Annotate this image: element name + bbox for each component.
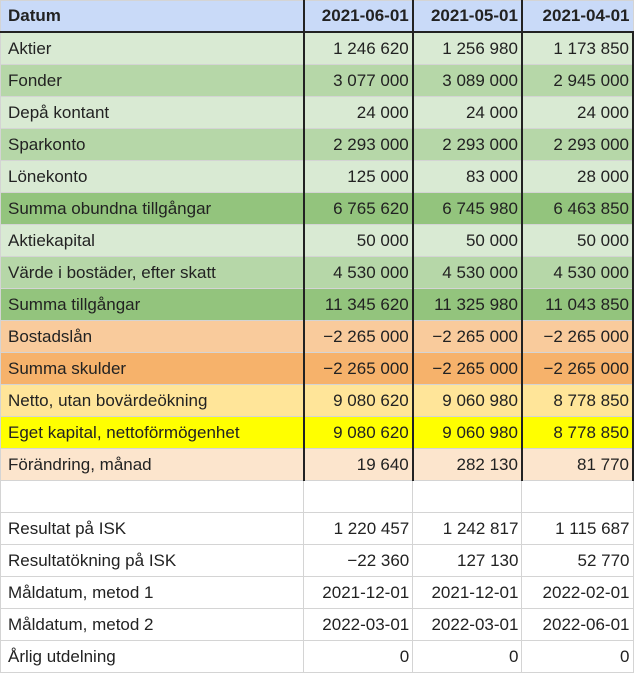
value-cell[interactable]: 6 463 850 (522, 193, 633, 225)
row-label-cell[interactable]: Värde i bostäder, efter skatt (1, 257, 304, 289)
row-label-cell[interactable]: Summa skulder (1, 353, 304, 385)
value-cell[interactable]: 2 293 000 (522, 129, 633, 161)
value-cell[interactable]: 1 256 980 (413, 32, 522, 65)
row-label-cell[interactable]: Måldatum, metod 2 (1, 609, 304, 641)
row-label-cell[interactable]: Eget kapital, nettoförmögenhet (1, 417, 304, 449)
row-label-cell[interactable]: Måldatum, metod 1 (1, 577, 304, 609)
value-cell[interactable]: 2022-03-01 (413, 609, 522, 641)
value-cell[interactable]: −2 265 000 (522, 321, 633, 353)
value-cell[interactable]: 2 293 000 (304, 129, 413, 161)
row-label-cell[interactable]: Aktiekapital (1, 225, 304, 257)
value-cell[interactable]: 4 530 000 (304, 257, 413, 289)
value-cell[interactable]: 282 130 (413, 449, 522, 481)
value-cell[interactable]: 11 325 980 (413, 289, 522, 321)
value-cell[interactable]: 4 530 000 (522, 257, 633, 289)
header-date-cell[interactable]: 2021-05-01 (413, 1, 522, 33)
row-label-cell[interactable]: Lönekonto (1, 161, 304, 193)
header-date-cell[interactable]: 2021-06-01 (304, 1, 413, 33)
value-cell[interactable]: 1 246 620 (304, 32, 413, 65)
table-row (1, 129, 634, 161)
value-cell[interactable]: 50 000 (304, 225, 413, 257)
value-cell[interactable]: 24 000 (304, 97, 413, 129)
value-cell[interactable]: −2 265 000 (304, 321, 413, 353)
header-row (1, 1, 634, 33)
table-row (1, 577, 634, 609)
value-cell[interactable]: 8 778 850 (522, 385, 633, 417)
value-cell[interactable]: 28 000 (522, 161, 633, 193)
value-cell[interactable]: 2 293 000 (413, 129, 522, 161)
value-cell[interactable]: 2022-02-01 (522, 577, 633, 609)
table-row (1, 32, 634, 65)
value-cell[interactable]: 2021-12-01 (304, 577, 413, 609)
table-row (1, 545, 634, 577)
value-cell[interactable]: 19 640 (304, 449, 413, 481)
value-cell[interactable]: −2 265 000 (304, 353, 413, 385)
row-label-cell[interactable]: Depå kontant (1, 97, 304, 129)
value-cell[interactable]: 52 770 (522, 545, 633, 577)
row-label-cell[interactable]: Sparkonto (1, 129, 304, 161)
value-cell[interactable]: 24 000 (522, 97, 633, 129)
value-cell[interactable]: 9 080 620 (304, 417, 413, 449)
value-cell[interactable]: 3 077 000 (304, 65, 413, 97)
value-cell[interactable]: 8 778 850 (522, 417, 633, 449)
value-cell[interactable]: 0 (304, 641, 413, 673)
table-row (1, 513, 634, 545)
value-cell[interactable]: 6 745 980 (413, 193, 522, 225)
value-cell[interactable]: 2022-06-01 (522, 609, 633, 641)
value-cell[interactable]: 2022-03-01 (304, 609, 413, 641)
value-cell[interactable] (304, 481, 413, 513)
value-cell[interactable]: 0 (413, 641, 522, 673)
table-row (1, 193, 634, 225)
value-cell[interactable]: 50 000 (413, 225, 522, 257)
row-label-cell[interactable]: Resultat på ISK (1, 513, 304, 545)
value-cell[interactable]: −2 265 000 (522, 353, 633, 385)
row-label-cell[interactable] (1, 481, 304, 513)
value-cell[interactable]: 9 060 980 (413, 417, 522, 449)
table-row (1, 353, 634, 385)
value-cell[interactable]: 0 (522, 641, 633, 673)
header-date-cell[interactable]: 2021-04-01 (522, 1, 633, 33)
value-cell[interactable]: 24 000 (413, 97, 522, 129)
value-cell[interactable]: 11 043 850 (522, 289, 633, 321)
header-label-cell[interactable]: Datum (1, 1, 304, 33)
value-cell[interactable]: −2 265 000 (413, 321, 522, 353)
table-row (1, 321, 634, 353)
value-cell[interactable]: 83 000 (413, 161, 522, 193)
row-label-cell[interactable]: Årlig utdelning (1, 641, 304, 673)
table-row (1, 449, 634, 481)
value-cell[interactable]: 2021-12-01 (413, 577, 522, 609)
value-cell[interactable]: 125 000 (304, 161, 413, 193)
row-label-cell[interactable]: Bostadslån (1, 321, 304, 353)
table-row (1, 65, 634, 97)
row-label-cell[interactable]: Summa obundna tillgångar (1, 193, 304, 225)
value-cell[interactable]: 1 115 687 (522, 513, 633, 545)
value-cell[interactable]: 6 765 620 (304, 193, 413, 225)
table-row (1, 417, 634, 449)
table-row (1, 641, 634, 673)
value-cell[interactable]: −2 265 000 (413, 353, 522, 385)
value-cell[interactable]: −22 360 (304, 545, 413, 577)
table-row (1, 385, 634, 417)
value-cell[interactable]: 4 530 000 (413, 257, 522, 289)
value-cell[interactable]: 1 242 817 (413, 513, 522, 545)
value-cell[interactable]: 127 130 (413, 545, 522, 577)
value-cell[interactable]: 2 945 000 (522, 65, 633, 97)
table-row (1, 257, 634, 289)
table-row (1, 97, 634, 129)
value-cell[interactable]: 50 000 (522, 225, 633, 257)
value-cell[interactable]: 1 173 850 (522, 32, 633, 65)
row-label-cell[interactable]: Resultatökning på ISK (1, 545, 304, 577)
row-label-cell[interactable]: Summa tillgångar (1, 289, 304, 321)
row-label-cell[interactable]: Fonder (1, 65, 304, 97)
table-row (1, 481, 634, 513)
table-row (1, 289, 634, 321)
row-label-cell[interactable]: Netto, utan bovärdeökning (1, 385, 304, 417)
table-row (1, 161, 634, 193)
value-cell[interactable]: 9 060 980 (413, 385, 522, 417)
value-cell[interactable]: 11 345 620 (304, 289, 413, 321)
value-cell[interactable] (522, 481, 633, 513)
value-cell[interactable]: 1 220 457 (304, 513, 413, 545)
value-cell[interactable] (413, 481, 522, 513)
row-label-cell[interactable]: Aktier (1, 32, 304, 65)
table-row (1, 609, 634, 641)
value-cell[interactable]: 9 080 620 (304, 385, 413, 417)
table-row (1, 225, 634, 257)
value-cell[interactable]: 81 770 (522, 449, 633, 481)
row-label-cell[interactable]: Förändring, månad (1, 449, 304, 481)
value-cell[interactable]: 3 089 000 (413, 65, 522, 97)
